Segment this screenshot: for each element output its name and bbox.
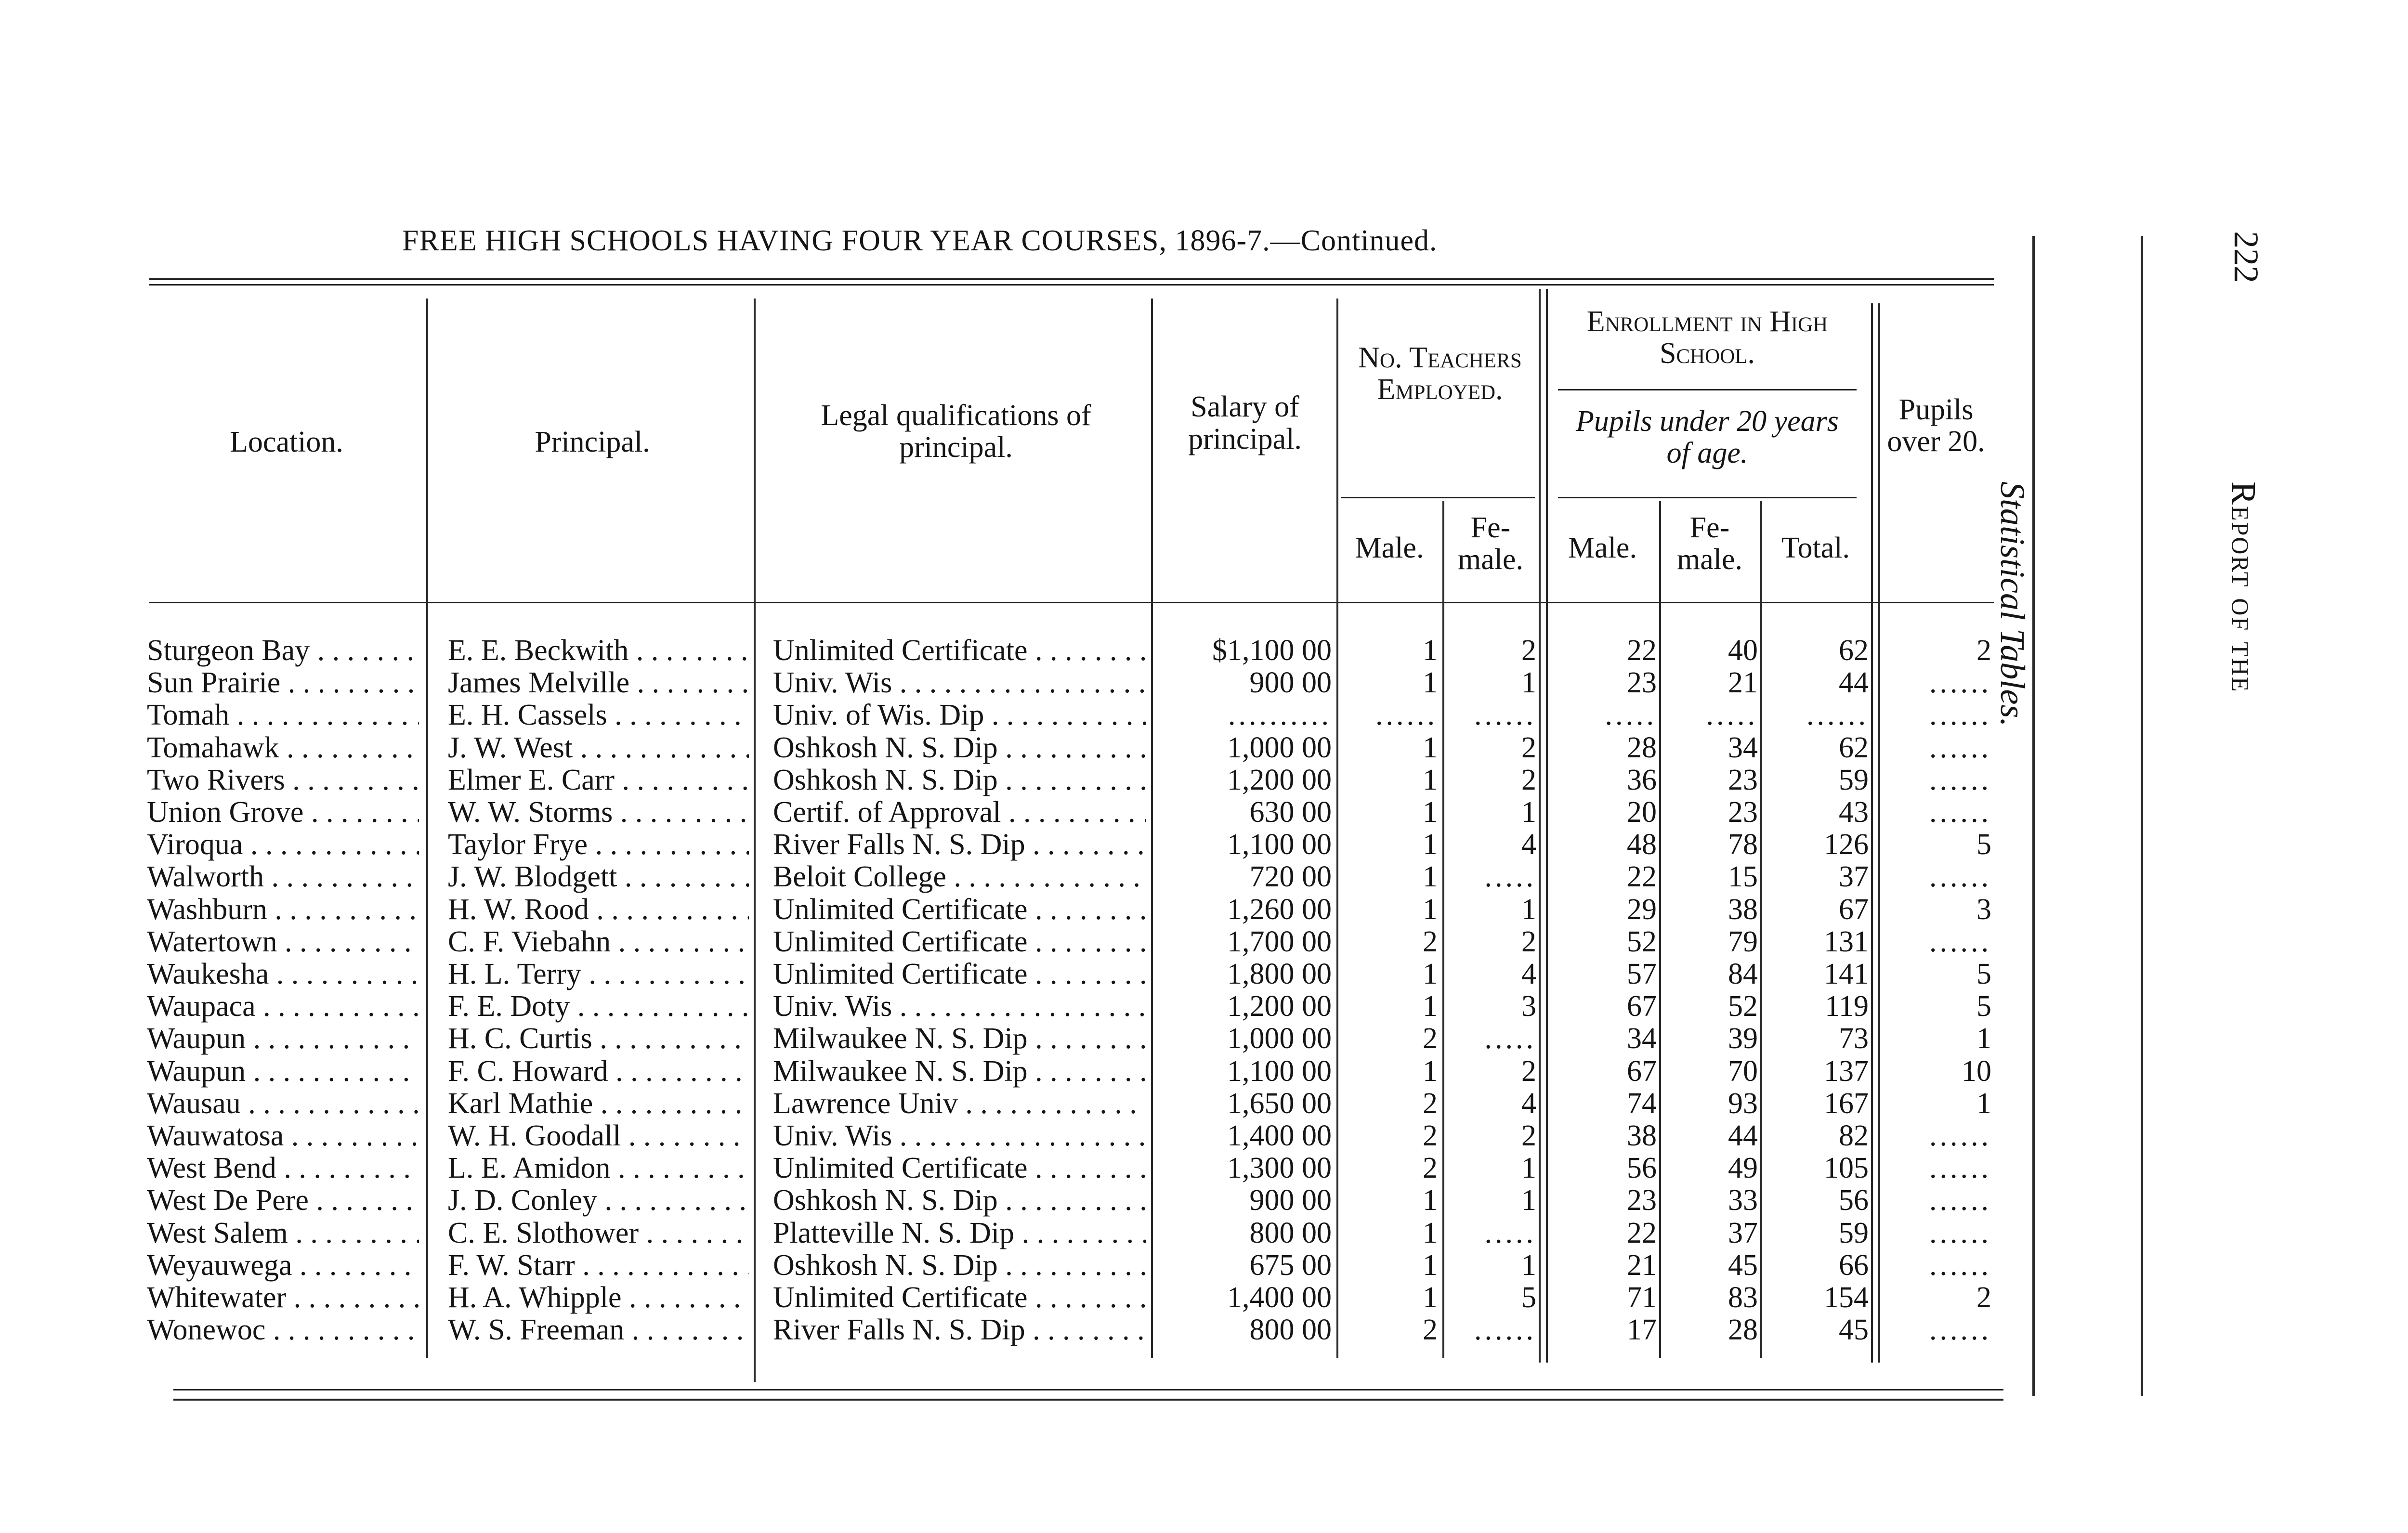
cell-salary: 1,650 00 [1227, 1087, 1332, 1120]
cell-enroll-total: 73 [1839, 1023, 1869, 1055]
cell-pupils-over-20: 10 [1962, 1055, 1991, 1088]
cell-teachers-male: 1 [1423, 667, 1438, 700]
cell-teachers-female: 1 [1521, 1152, 1536, 1185]
column-divider [1546, 289, 1548, 1363]
cell-teachers-female: ...... [1474, 1314, 1536, 1347]
cell-enroll-total: 45 [1839, 1314, 1869, 1347]
cell-enroll-male: 17 [1627, 1314, 1657, 1347]
cell-location: Wausau . . . [147, 1088, 419, 1120]
cell-enroll-total: 119 [1825, 990, 1869, 1023]
column-divider [1760, 501, 1762, 1358]
cell-teachers-male: 2 [1423, 1314, 1438, 1347]
enrollment-subrule [1558, 389, 1857, 390]
cell-principal: F. W. Starr . . . [448, 1249, 749, 1282]
cell-teachers-male: 1 [1423, 893, 1438, 926]
column-divider [1659, 501, 1661, 1358]
cell-enroll-female: 33 [1728, 1184, 1758, 1217]
cell-qualification: Univ. of Wis. Dip . . . [773, 699, 1146, 731]
cell-teachers-male: 1 [1423, 796, 1438, 829]
cell-enroll-total: 167 [1824, 1087, 1869, 1120]
cell-teachers-female: ..... [1484, 1023, 1536, 1055]
cell-enroll-total: 67 [1839, 893, 1869, 926]
cell-location: Waupun . . . [147, 1023, 419, 1055]
enrollment-age-subrule [1558, 497, 1857, 498]
column-divider [426, 299, 428, 1358]
column-divider [1871, 303, 1873, 1363]
cell-enroll-total: 141 [1824, 958, 1869, 990]
cell-salary: 900 00 [1249, 667, 1332, 700]
cell-salary: 1,700 00 [1227, 925, 1332, 958]
cell-enroll-male: 48 [1627, 829, 1657, 861]
header-location: Location. [230, 426, 343, 458]
cell-location: Walworth . . . [147, 861, 419, 893]
cell-pupils-over-20: ...... [1929, 1249, 1991, 1282]
cell-teachers-male: 1 [1423, 635, 1438, 667]
cell-enroll-male: 67 [1627, 990, 1657, 1023]
cell-salary: 1,100 00 [1227, 829, 1332, 861]
cell-teachers-male: 1 [1423, 1282, 1438, 1314]
cell-principal: W. H. Goodall . . . [448, 1120, 749, 1152]
cell-qualification: Univ. Wis . . . [773, 667, 1146, 699]
cell-enroll-total: 59 [1839, 1217, 1869, 1249]
cell-teachers-male: 1 [1423, 1055, 1438, 1088]
column-divider [754, 299, 756, 1382]
page-number: 222 [2227, 231, 2265, 283]
cell-principal: H. A. Whipple . . . [448, 1282, 749, 1314]
cell-principal: H. L. Terry . . . [448, 958, 749, 990]
cell-principal: W. S. Freeman . . . [448, 1314, 749, 1346]
cell-location: Washburn . . . [147, 894, 419, 926]
column-divider [1878, 303, 1880, 1363]
cell-salary: 1,260 00 [1227, 893, 1332, 926]
cell-pupils-over-20: ...... [1929, 1217, 1991, 1249]
cell-teachers-male: 2 [1423, 1023, 1438, 1055]
cell-principal: L. E. Amidon . . . [448, 1152, 749, 1184]
cell-enroll-female: ..... [1706, 699, 1758, 732]
cell-teachers-male: ...... [1375, 699, 1438, 732]
cell-qualification: Milwaukee N. S. Dip . . . [773, 1023, 1146, 1055]
cell-teachers-female: 2 [1521, 635, 1536, 667]
cell-qualification: Oshkosh N. S. Dip . . . [773, 732, 1146, 764]
cell-enroll-total: 62 [1839, 731, 1869, 764]
cell-location: Union Grove . . . [147, 796, 419, 829]
cell-location: Two Rivers . . . [147, 764, 419, 796]
column-divider [1442, 501, 1444, 1358]
cell-enroll-female: 39 [1728, 1023, 1758, 1055]
cell-salary: 1,000 00 [1227, 1023, 1332, 1055]
cell-location: Sun Prairie . . . [147, 667, 419, 699]
cell-teachers-female: 1 [1521, 667, 1536, 700]
cell-principal: W. W. Storms . . . [448, 796, 749, 829]
cell-location: Whitewater . . . [147, 1282, 419, 1314]
cell-enroll-total: 66 [1839, 1249, 1869, 1282]
cell-pupils-over-20: ...... [1929, 925, 1991, 958]
header-enrollment-age: Pupils under 20 years of age. [1576, 405, 1839, 469]
cell-qualification: Certif. of Approval . . . [773, 796, 1146, 829]
cell-enroll-female: 45 [1728, 1249, 1758, 1282]
cell-qualification: Platteville N. S. Dip . . . [773, 1217, 1146, 1249]
running-head: Report of the [2225, 481, 2263, 693]
top-rule-inner [149, 284, 1994, 286]
cell-pupils-over-20: 5 [1976, 958, 1991, 990]
cell-enroll-female: 37 [1728, 1217, 1758, 1249]
margin-bar [2141, 236, 2143, 1396]
cell-qualification: Unlimited Certificate . . . [773, 1282, 1146, 1314]
cell-teachers-male: 1 [1423, 990, 1438, 1023]
cell-teachers-male: 1 [1423, 958, 1438, 990]
cell-pupils-over-20: ...... [1929, 1184, 1991, 1217]
cell-enroll-male: 21 [1627, 1249, 1657, 1282]
cell-qualification: Unlimited Certificate . . . [773, 894, 1146, 926]
cell-teachers-female: 2 [1521, 731, 1536, 764]
cell-enroll-female: 34 [1728, 731, 1758, 764]
cell-salary: 1,300 00 [1227, 1152, 1332, 1185]
cell-teachers-female: 4 [1521, 958, 1536, 990]
cell-enroll-total: 62 [1839, 635, 1869, 667]
cell-qualification: River Falls N. S. Dip . . . [773, 829, 1146, 861]
cell-teachers-male: 1 [1423, 764, 1438, 796]
cell-enroll-total: 131 [1824, 925, 1869, 958]
cell-principal: E. E. Beckwith . . . [448, 635, 749, 667]
header-teachers-male: Male. [1355, 532, 1424, 564]
cell-qualification: Unlimited Certificate . . . [773, 926, 1146, 958]
cell-teachers-female: ...... [1474, 699, 1536, 732]
cell-qualification: Beloit College . . . [773, 861, 1146, 893]
bottom-rule-inner [173, 1399, 2003, 1401]
cell-teachers-female: 1 [1521, 796, 1536, 829]
cell-location: Weyauwega . . . [147, 1249, 419, 1282]
cell-teachers-male: 1 [1423, 1249, 1438, 1282]
cell-salary: 1,100 00 [1227, 1055, 1332, 1088]
cell-principal: Taylor Frye . . . [448, 829, 749, 861]
cell-enroll-male: 67 [1627, 1055, 1657, 1088]
cell-salary: 720 00 [1249, 861, 1332, 894]
cell-principal: H. C. Curtis . . . [448, 1023, 749, 1055]
cell-enroll-male: 52 [1627, 925, 1657, 958]
cell-pupils-over-20: 5 [1976, 990, 1991, 1023]
cell-enroll-male: 29 [1627, 893, 1657, 926]
cell-pupils-over-20: 3 [1976, 893, 1991, 926]
cell-enroll-total: 59 [1839, 764, 1869, 796]
cell-teachers-female: 2 [1521, 925, 1536, 958]
cell-teachers-female: 2 [1521, 764, 1536, 796]
cell-pupils-over-20: ...... [1929, 796, 1991, 829]
cell-qualification: Unlimited Certificate . . . [773, 635, 1146, 667]
cell-enroll-female: 38 [1728, 893, 1758, 926]
cell-salary: 1,200 00 [1227, 990, 1332, 1023]
cell-enroll-female: 83 [1728, 1282, 1758, 1314]
cell-enroll-total: 43 [1839, 796, 1869, 829]
cell-teachers-female: 5 [1521, 1282, 1536, 1314]
cell-pupils-over-20: 2 [1976, 1282, 1991, 1314]
header-qualifications: Legal qualifications of principal. [821, 399, 1091, 464]
column-divider [1151, 299, 1153, 1358]
cell-teachers-female: 1 [1521, 1249, 1536, 1282]
header-salary: Salary of principal. [1188, 390, 1302, 455]
cell-principal: C. E. Slothower . . . [448, 1217, 749, 1249]
cell-principal: James Melville . . . [448, 667, 749, 699]
cell-enroll-female: 70 [1728, 1055, 1758, 1088]
page-title: FREE HIGH SCHOOLS HAVING FOUR YEAR COURSES, 1896-7.—Continued. [402, 224, 1438, 257]
cell-qualification: Oshkosh N. S. Dip . . . [773, 764, 1146, 796]
cell-enroll-male: 22 [1627, 1217, 1657, 1249]
cell-qualification: Milwaukee N. S. Dip . . . [773, 1055, 1146, 1088]
cell-salary: 1,400 00 [1227, 1282, 1332, 1314]
cell-principal: Karl Mathie . . . [448, 1088, 749, 1120]
cell-location: Sturgeon Bay . . . [147, 635, 419, 667]
top-rule [149, 278, 1994, 280]
cell-enroll-female: 79 [1728, 925, 1758, 958]
cell-salary: 630 00 [1249, 796, 1332, 829]
cell-qualification: Oshkosh N. S. Dip . . . [773, 1249, 1146, 1282]
cell-enroll-total: 137 [1824, 1055, 1869, 1088]
cell-principal: E. H. Cassels . . . [448, 699, 749, 731]
column-divider [1539, 289, 1541, 1363]
cell-enroll-male: 74 [1627, 1087, 1657, 1120]
cell-pupils-over-20: ...... [1929, 667, 1991, 700]
cell-teachers-male: 2 [1423, 1120, 1438, 1152]
header-pupils-over-20: Pupils over 20. [1887, 393, 1985, 458]
cell-enroll-total: 105 [1824, 1152, 1869, 1185]
cell-pupils-over-20: 2 [1976, 635, 1991, 667]
cell-salary: 675 00 [1249, 1249, 1332, 1282]
cell-enroll-male: ..... [1605, 699, 1657, 732]
cell-enroll-male: 20 [1627, 796, 1657, 829]
cell-principal: C. F. Viebahn . . . [448, 926, 749, 958]
cell-enroll-female: 44 [1728, 1120, 1758, 1152]
cell-principal: J. W. West . . . [448, 732, 749, 764]
cell-location: Waupaca . . . [147, 990, 419, 1023]
cell-pupils-over-20: 1 [1976, 1087, 1991, 1120]
cell-teachers-male: 2 [1423, 925, 1438, 958]
cell-qualification: River Falls N. S. Dip . . . [773, 1314, 1146, 1346]
cell-location: West Salem . . . [147, 1217, 419, 1249]
cell-teachers-male: 1 [1423, 1184, 1438, 1217]
cell-salary: 1,200 00 [1227, 764, 1332, 796]
header-enrollment: Enrollment in High School. [1586, 305, 1828, 370]
cell-location: Tomah . . . [147, 699, 419, 731]
cell-teachers-male: 1 [1423, 861, 1438, 894]
header-enroll-total: Total. [1781, 532, 1850, 564]
teachers-subrule [1341, 497, 1535, 498]
cell-enroll-female: 23 [1728, 764, 1758, 796]
cell-enroll-male: 23 [1627, 1184, 1657, 1217]
cell-location: Viroqua . . . [147, 829, 419, 861]
cell-salary: 1,800 00 [1227, 958, 1332, 990]
cell-qualification: Univ. Wis . . . [773, 1120, 1146, 1152]
cell-enroll-total: 37 [1839, 861, 1869, 894]
cell-pupils-over-20: ...... [1929, 1120, 1991, 1152]
cell-teachers-male: 1 [1423, 1217, 1438, 1249]
header-enroll-male: Male. [1568, 532, 1637, 564]
cell-enroll-female: 15 [1728, 861, 1758, 894]
cell-salary: 800 00 [1249, 1314, 1332, 1347]
cell-enroll-male: 22 [1627, 635, 1657, 667]
cell-enroll-female: 28 [1728, 1314, 1758, 1347]
cell-enroll-male: 22 [1627, 861, 1657, 894]
margin-bar [2032, 236, 2035, 1396]
cell-pupils-over-20: ...... [1929, 1152, 1991, 1185]
cell-location: Wonewoc . . . [147, 1314, 419, 1346]
cell-principal: J. W. Blodgett . . . [448, 861, 749, 893]
cell-salary: 1,000 00 [1227, 731, 1332, 764]
cell-teachers-female: 4 [1521, 1087, 1536, 1120]
cell-enroll-female: 52 [1728, 990, 1758, 1023]
cell-teachers-male: 1 [1423, 731, 1438, 764]
cell-location: Wauwatosa . . . [147, 1120, 419, 1152]
header-principal: Principal. [535, 426, 650, 458]
cell-enroll-male: 57 [1627, 958, 1657, 990]
cell-qualification: Univ. Wis . . . [773, 990, 1146, 1023]
cell-enroll-female: 23 [1728, 796, 1758, 829]
cell-salary: 900 00 [1249, 1184, 1332, 1217]
cell-enroll-total: 82 [1839, 1120, 1869, 1152]
cell-enroll-male: 34 [1627, 1023, 1657, 1055]
cell-teachers-female: 1 [1521, 1184, 1536, 1217]
cell-enroll-female: 84 [1728, 958, 1758, 990]
cell-enroll-total: ...... [1806, 699, 1869, 732]
cell-salary: 1,400 00 [1227, 1120, 1332, 1152]
cell-enroll-female: 93 [1728, 1087, 1758, 1120]
cell-location: Watertown . . . [147, 926, 419, 958]
cell-pupils-over-20: ...... [1929, 699, 1991, 732]
cell-principal: Elmer E. Carr . . . [448, 764, 749, 796]
cell-enroll-female: 49 [1728, 1152, 1758, 1185]
cell-enroll-total: 56 [1839, 1184, 1869, 1217]
cell-teachers-female: 4 [1521, 829, 1536, 861]
cell-teachers-male: 1 [1423, 829, 1438, 861]
bottom-rule [173, 1389, 2003, 1390]
cell-enroll-male: 36 [1627, 764, 1657, 796]
cell-location: West Bend . . . [147, 1152, 419, 1184]
cell-qualification: Unlimited Certificate . . . [773, 1152, 1146, 1184]
cell-qualification: Unlimited Certificate . . . [773, 958, 1146, 990]
cell-teachers-female: ..... [1484, 1217, 1536, 1249]
cell-salary: 800 00 [1249, 1217, 1332, 1249]
cell-teachers-female: 2 [1521, 1055, 1536, 1088]
cell-teachers-female: 3 [1521, 990, 1536, 1023]
cell-principal: F. C. Howard . . . [448, 1055, 749, 1088]
cell-enroll-male: 56 [1627, 1152, 1657, 1185]
cell-qualification: Oshkosh N. S. Dip . . . [773, 1184, 1146, 1217]
section-title: Statistical Tables. [1993, 481, 2032, 727]
cell-teachers-female: 1 [1521, 893, 1536, 926]
cell-teachers-female: 2 [1521, 1120, 1536, 1152]
header-enroll-female: Fe-male. [1677, 511, 1742, 576]
header-teachers-female: Fe-male. [1458, 511, 1523, 576]
cell-location: Tomahawk . . . [147, 732, 419, 764]
cell-enroll-male: 71 [1627, 1282, 1657, 1314]
cell-pupils-over-20: ...... [1929, 861, 1991, 894]
cell-enroll-male: 23 [1627, 667, 1657, 700]
cell-enroll-female: 21 [1728, 667, 1758, 700]
header-teachers: No. Teachers Employed. [1358, 341, 1522, 406]
cell-enroll-female: 78 [1728, 829, 1758, 861]
cell-enroll-female: 40 [1728, 635, 1758, 667]
cell-enroll-male: 28 [1627, 731, 1657, 764]
cell-teachers-male: 2 [1423, 1152, 1438, 1185]
cell-location: West De Pere . . . [147, 1184, 419, 1217]
cell-qualification: Lawrence Univ . . . [773, 1088, 1146, 1120]
cell-pupils-over-20: ...... [1929, 764, 1991, 796]
cell-enroll-total: 126 [1824, 829, 1869, 861]
cell-salary: .......... [1228, 699, 1332, 732]
cell-teachers-male: 2 [1423, 1087, 1438, 1120]
cell-location: Waupun . . . [147, 1055, 419, 1088]
cell-principal: H. W. Rood . . . [448, 894, 749, 926]
cell-location: Waukesha . . . [147, 958, 419, 990]
cell-pupils-over-20: ...... [1929, 1314, 1991, 1347]
cell-enroll-total: 154 [1824, 1282, 1869, 1314]
cell-principal: F. E. Doty . . . [448, 990, 749, 1023]
cell-enroll-total: 44 [1839, 667, 1869, 700]
cell-pupils-over-20: 5 [1976, 829, 1991, 861]
cell-pupils-over-20: 1 [1976, 1023, 1991, 1055]
cell-principal: J. D. Conley . . . [448, 1184, 749, 1217]
cell-enroll-male: 38 [1627, 1120, 1657, 1152]
cell-salary: $1,100 00 [1212, 635, 1332, 667]
cell-pupils-over-20: ...... [1929, 731, 1991, 764]
cell-teachers-female: ..... [1484, 861, 1536, 894]
column-divider [1336, 299, 1338, 1358]
